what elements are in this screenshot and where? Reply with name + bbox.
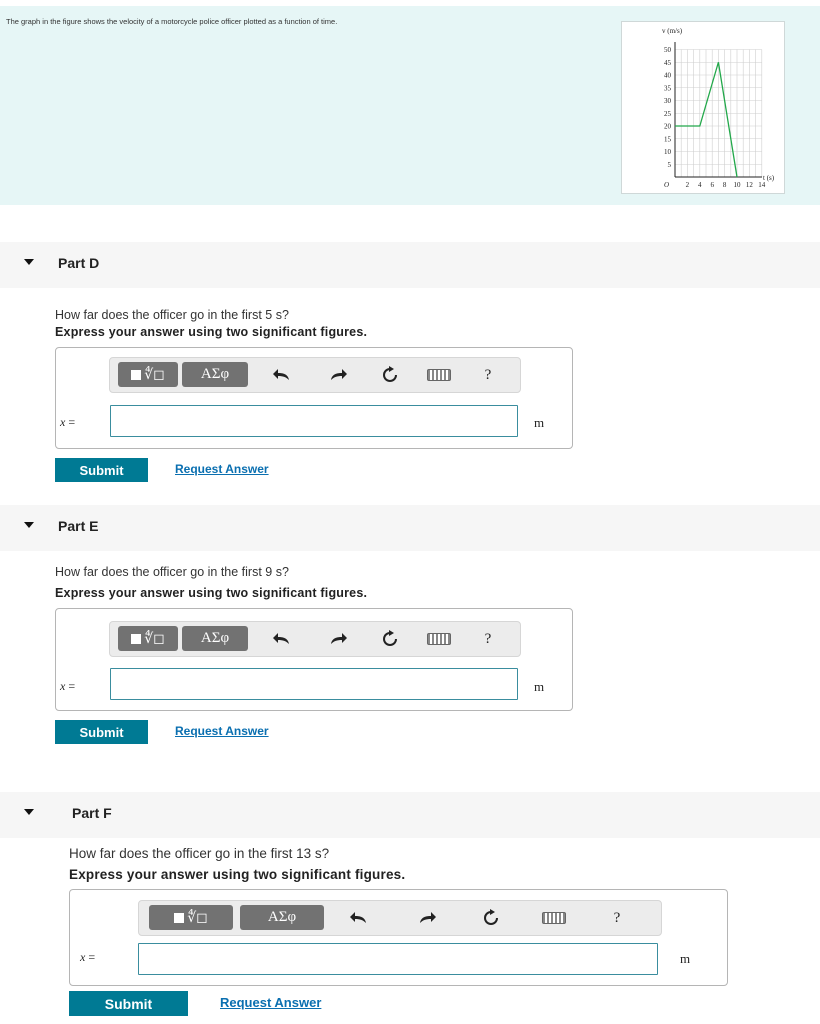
part-f-instruction: Express your answer using two significant figures.	[69, 867, 406, 882]
symbols-button[interactable]: ΑΣφ	[182, 626, 248, 651]
variable-label	[60, 415, 75, 430]
redo-icon	[329, 368, 347, 382]
variable-name: x	[60, 679, 66, 693]
undo-icon	[273, 368, 291, 382]
redo-button[interactable]	[326, 363, 350, 387]
velocity-graph	[621, 21, 785, 194]
part-e-submit-button[interactable]: Submit	[55, 720, 148, 744]
radical-box-icon: ∜◻	[187, 909, 208, 926]
part-d-answer-box	[55, 347, 573, 449]
undo-button[interactable]	[270, 627, 294, 651]
keyboard-icon	[542, 912, 566, 924]
unit-label: m	[534, 679, 545, 694]
help-button[interactable]: ?	[484, 366, 492, 383]
part-d-title: Part D	[58, 255, 100, 271]
x-tick-label: 2	[685, 181, 690, 189]
velocity-graph-svg	[622, 22, 786, 195]
keyboard-icon	[427, 369, 451, 381]
templates-button[interactable]	[118, 626, 178, 651]
templates-icon	[174, 913, 184, 923]
part-d-instruction: Express your answer using two significant figures.	[55, 325, 368, 339]
y-tick-label: 10	[664, 148, 671, 156]
reset-button[interactable]	[378, 363, 402, 387]
help-button[interactable]: ?	[484, 630, 492, 647]
unit-label: m	[534, 415, 545, 430]
templates-button[interactable]	[149, 905, 233, 930]
x-axis-label: t (s)	[763, 174, 775, 182]
y-tick-label: 45	[664, 58, 671, 67]
templates-icon	[131, 634, 141, 644]
templates-button[interactable]	[118, 362, 178, 387]
part-d-answer-input[interactable]	[110, 405, 518, 437]
undo-button[interactable]	[347, 906, 371, 930]
undo-icon	[273, 632, 291, 646]
reset-button[interactable]	[378, 627, 402, 651]
graph-grid	[675, 50, 762, 178]
part-f-answer-box	[69, 889, 728, 986]
x-tick-label: 10	[733, 181, 741, 189]
part-f-title: Part F	[72, 805, 112, 821]
y-tick-label: 40	[664, 71, 671, 80]
variable-name: x	[80, 950, 86, 964]
keyboard-icon	[427, 633, 451, 645]
part-d-question: How far does the officer go in the first 5 s?	[55, 308, 289, 322]
variable-label	[60, 679, 75, 694]
part-e-answer-box	[55, 608, 573, 711]
equals-sign: =	[88, 950, 96, 964]
reset-icon	[381, 630, 399, 648]
part-f-submit-button[interactable]: Submit	[69, 991, 188, 1016]
redo-button[interactable]	[326, 627, 350, 651]
intro-text: The graph in the figure shows the velocity of a motorcycle police officer plotted as a function of time.	[6, 17, 338, 26]
redo-icon	[329, 632, 347, 646]
collapse-caret-icon[interactable]	[24, 809, 34, 815]
math-toolbar	[109, 621, 521, 657]
y-tick-label: 20	[664, 122, 671, 131]
x-tick-labels	[686, 181, 766, 189]
part-d-request-answer-link[interactable]: Request Answer	[175, 462, 269, 476]
y-tick-label: 5	[667, 160, 671, 169]
help-button[interactable]: ?	[613, 909, 621, 926]
y-tick-label: 35	[664, 84, 671, 93]
part-e-request-answer-link[interactable]: Request Answer	[175, 724, 269, 738]
x-tick-label: 4	[698, 181, 702, 189]
equals-sign: =	[68, 679, 76, 693]
intro-panel	[0, 6, 820, 205]
part-f-answer-input[interactable]	[138, 943, 658, 975]
y-tick-labels	[664, 46, 672, 169]
reset-icon	[482, 909, 500, 927]
collapse-caret-icon[interactable]	[24, 522, 34, 528]
y-tick-label: 50	[664, 46, 671, 54]
x-tick-label: 8	[722, 181, 727, 189]
part-d-submit-button[interactable]: Submit	[55, 458, 148, 482]
x-tick-label: 14	[758, 181, 766, 189]
math-toolbar	[109, 357, 521, 393]
part-f-question: How far does the officer go in the first 13 s?	[69, 846, 330, 861]
keyboard-button[interactable]	[424, 363, 454, 387]
part-e-question: How far does the officer go in the first 9 s?	[55, 565, 289, 579]
variable-label	[80, 950, 95, 965]
origin-label: O	[664, 181, 670, 189]
y-axis-label: v (m/s)	[662, 27, 683, 35]
math-toolbar	[138, 900, 662, 936]
part-f-header[interactable]	[0, 792, 820, 838]
x-tick-label: 6	[710, 181, 714, 189]
symbols-button[interactable]: ΑΣφ	[182, 362, 248, 387]
part-e-instruction: Express your answer using two significant figures.	[55, 586, 368, 600]
redo-icon	[418, 911, 436, 925]
reset-button[interactable]	[479, 906, 503, 930]
part-e-header[interactable]	[0, 505, 820, 551]
y-tick-label: 30	[664, 97, 671, 105]
y-tick-label: 15	[664, 135, 671, 144]
variable-name: x	[60, 415, 66, 429]
keyboard-button[interactable]	[424, 627, 454, 651]
reset-icon	[381, 366, 399, 384]
redo-button[interactable]	[415, 906, 439, 930]
part-d-header[interactable]	[0, 242, 820, 288]
templates-icon	[131, 370, 141, 380]
radical-box-icon: ∜◻	[144, 630, 165, 647]
part-e-answer-input[interactable]	[110, 668, 518, 700]
unit-label: m	[680, 951, 691, 966]
x-tick-label: 12	[745, 181, 753, 189]
collapse-caret-icon[interactable]	[24, 259, 34, 265]
radical-box-icon: ∜◻	[144, 366, 165, 383]
undo-button[interactable]	[270, 363, 294, 387]
equals-sign: =	[68, 415, 76, 429]
y-tick-label: 25	[664, 109, 671, 118]
part-e-title: Part E	[58, 518, 99, 534]
keyboard-button[interactable]	[539, 906, 569, 930]
part-f-request-answer-link[interactable]: Request Answer	[220, 995, 322, 1010]
undo-icon	[350, 911, 368, 925]
symbols-button[interactable]: ΑΣφ	[240, 905, 324, 930]
